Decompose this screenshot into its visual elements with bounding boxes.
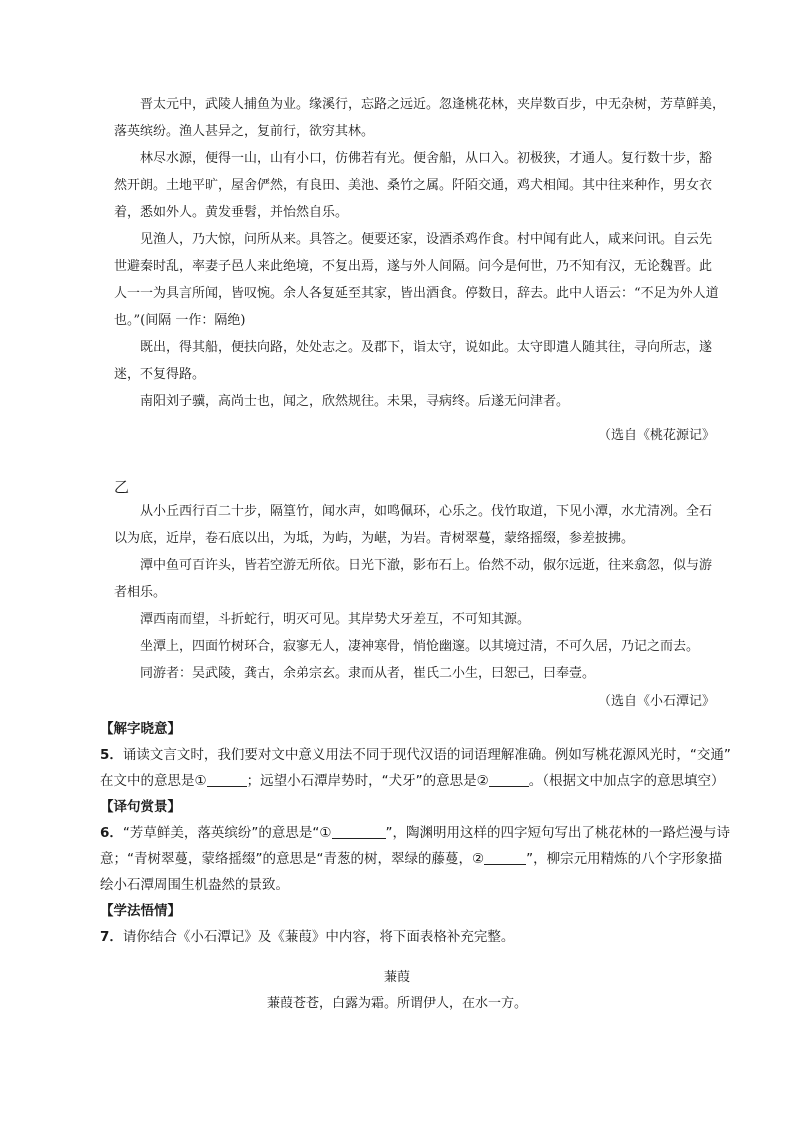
passage-line: 见渔人，乃大惊，问所从来。具答之。便要还家，设酒杀鸡作食。村中闻有此人，咸来问讯。自云先: [140, 232, 713, 247]
questions-section: [100, 716, 730, 950]
passage-line: 坐潭上，四面竹树环合，寂寥无人，凄神寒骨，悄怆幽邃。以其境过清，不可久居，乃记之而去。: [140, 639, 700, 654]
passage-line: 人一一为具言所闻，皆叹惋。余人各复延至其家，皆出酒食。停数日，辞去。此中人语云：“不足为外人道: [114, 286, 719, 301]
question-number: 6．: [100, 825, 123, 841]
answer-blank-1[interactable]: [207, 772, 247, 787]
question-text: 。（根据文中加点字的意思填空）: [528, 773, 725, 789]
passage-line: 落英缤纷。渔人甚异之，复前行，欲穷其林。: [114, 124, 375, 139]
passage-line: 既出，得其船，便扶向路，处处志之。及郡下，诣太守，说如此。太守即遣人随其往，寻向所志，遂: [140, 340, 713, 355]
source-citation-yi: （选自《小石潭记》: [597, 694, 715, 709]
question-6-cont: [100, 846, 730, 872]
question-text: 在文中的意思是①: [100, 773, 207, 789]
question-text: 意；“青树翠蔓，蒙络摇缀”的意思是“青葱的树，翠绿的藤蔓，②: [100, 851, 485, 867]
question-text: 请你结合《小石潭记》及《蒹葭》中内容，将下面表格补充完整。: [122, 929, 515, 945]
question-5-cont: [100, 768, 730, 794]
question-text: “芳草鲜美，落英缤纷”的意思是“①: [122, 825, 332, 841]
section-heading: 【学法悟情】: [100, 903, 181, 919]
source-citation-jia: （选自《桃花源记》: [597, 428, 715, 443]
question-7: [100, 924, 730, 950]
passage-line: 者相乐。: [114, 585, 167, 600]
question-5: [100, 742, 730, 768]
passage-line: 迷，不复得路。: [114, 367, 206, 382]
answer-blank-2[interactable]: [484, 850, 526, 865]
passage-line: 以为底，近岸，卷石底以出，为坻，为屿，为嵁，为岩。青树翠蔓，蒙络摇缀，参差披拂。: [114, 531, 635, 546]
passage-line: 也。”(间隔 一作：隔绝): [114, 313, 246, 328]
question-text: ”，陶渊明用这样的四字短句写出了桃花林的一路烂漫与诗: [385, 825, 730, 841]
poem-title: 蒹葭: [383, 970, 410, 985]
passage-jia: [114, 91, 724, 415]
passage-line: 南阳刘子骥，高尚士也，闻之，欣然规往。未果，寻病终。后遂无问津者。: [140, 394, 570, 409]
passage-line: 潭中鱼可百许头，皆若空游无所依。日光下澈，影布石上。佁然不动，俶尔远逝，往来翕忽，似与游: [140, 558, 713, 573]
question-number: 5．: [100, 747, 123, 763]
passage-line: 着，悉如外人。黄发垂髫，并怡然自乐。: [114, 205, 349, 220]
passage-line: 潭西南而望，斗折蛇行，明灭可见。其岸势犬牙差互，不可知其源。: [140, 612, 531, 627]
answer-blank-1[interactable]: [332, 824, 386, 839]
passage-label-yi: 乙: [114, 478, 130, 496]
question-number: 7．: [100, 929, 123, 945]
passage-line: 世避秦时乱，率妻子邑人来此绝境，不复出焉，遂与外人间隔。问今是何世，乃不知有汉，无论魏晋。此: [114, 259, 713, 274]
question-text: 诵读文言文时，我们要对文中意义用法不同于现代汉语的词语理解准确。例如写桃花源风光时，“交通”: [122, 747, 731, 763]
passage-line: 林尽水源，便得一山，山有小口，仿佛若有光。便舍船，从口入。初极狭，才通人。复行数十步，豁: [140, 151, 713, 166]
section-heading: 【解字晓意】: [100, 721, 181, 737]
question-6-cont: 绘小石潭周围生机盎然的景致。: [100, 877, 289, 893]
passage-line: 然开朗。土地平旷，屋舍俨然，有良田、美池、桑竹之属。阡陌交通，鸡犬相闻。其中往来种作，男女衣: [114, 178, 713, 193]
answer-blank-2[interactable]: [489, 772, 529, 787]
poem-line: 蒹葭苍苍，白露为霜。所谓伊人，在水一方。: [266, 996, 527, 1011]
passage-line: 同游者：吴武陵，龚古，余弟宗玄。隶而从者，崔氏二小生，曰恕己，曰奉壹。: [140, 666, 596, 681]
question-6: [100, 820, 730, 846]
section-heading: 【译句赏景】: [100, 799, 181, 815]
question-text: ；远望小石潭岸势时，“犬牙”的意思是②: [246, 773, 489, 789]
passage-line: 从小丘西行百二十步，隔篁竹，闻水声，如鸣佩环，心乐之。伐竹取道，下见小潭，水尤清冽。全石: [140, 504, 713, 519]
question-text: ”，柳宗元用精炼的八个字形象描: [526, 851, 723, 867]
passage-line: 晋太元中，武陵人捕鱼为业。缘溪行，忘路之远近。忽逢桃花林，夹岸数百步，中无杂树，芳草鲜美，: [140, 97, 726, 112]
passage-yi: [114, 498, 724, 687]
